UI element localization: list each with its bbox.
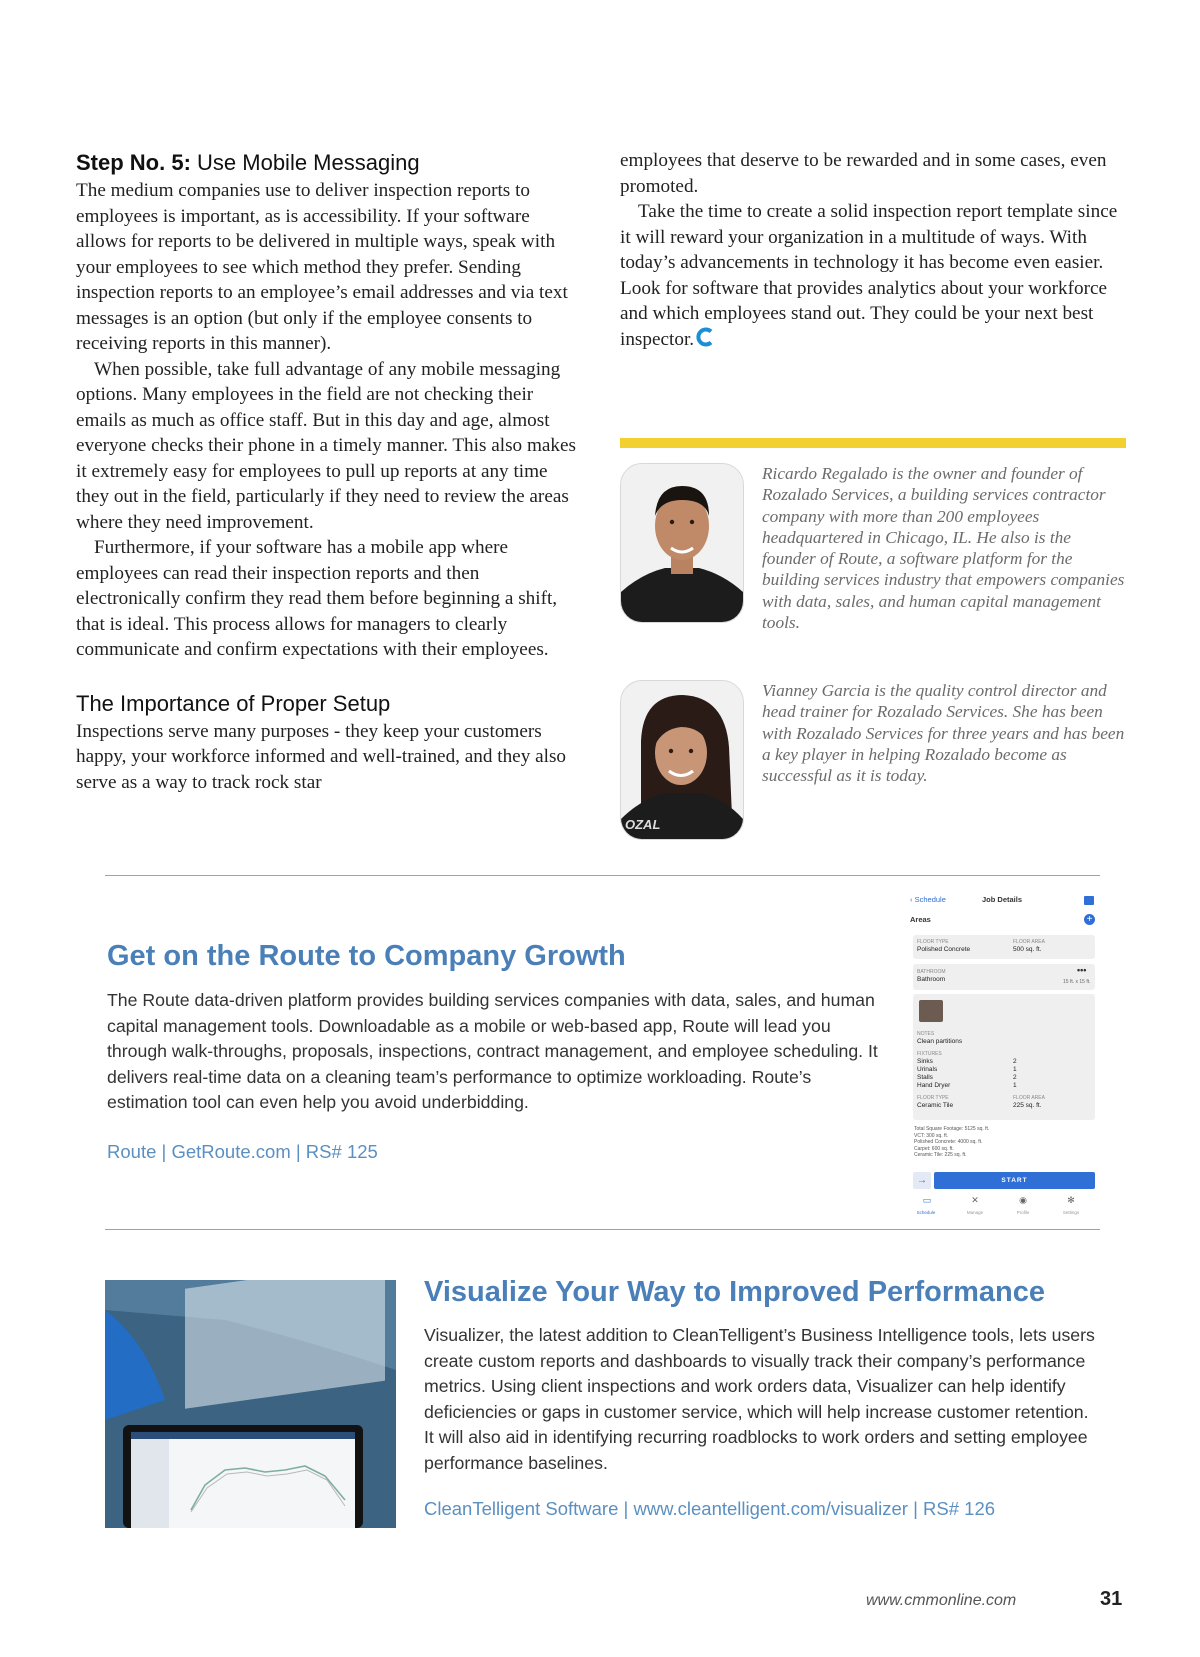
- section-divider: [105, 1229, 1100, 1230]
- edit-icon[interactable]: [1084, 896, 1094, 905]
- page-number: 31: [1100, 1588, 1123, 1610]
- back-button[interactable]: ‹ Schedule: [910, 895, 946, 904]
- paragraph: The medium companies use to deliver inspection reports to employees is important, as is accessibility. If your software allows for reports to be delivered in multiple ways, speak with your employees to see which method they prefer. Sending inspection reports to an employee’s email addresses and via text messages is an option (but only if the employee consents to receiving reports in this manner).: [76, 180, 568, 354]
- totals-list: Total Square Footage: 5125 sq. ft. VCT: 300 sq. ft. Polished Concrete: 4000 sq. ft. Carpet: 600 sq. ft. Ceramic Tile: 225 sq. ft.: [914, 1126, 990, 1158]
- nav-label[interactable]: Profile: [1016, 1210, 1030, 1215]
- more-icon[interactable]: •••: [1077, 965, 1087, 975]
- tools-icon[interactable]: ✕: [971, 1195, 979, 1205]
- shirt-logo-text: OZAL: [625, 817, 661, 832]
- route-app-screenshot: [908, 890, 1098, 1228]
- gear-icon[interactable]: ✻: [1067, 1195, 1075, 1205]
- end-mark-icon: [696, 327, 714, 347]
- route-promo-title: Get on the Route to Company Growth: [107, 940, 626, 972]
- visualizer-promo-title: Visualize Your Way to Improved Performance: [424, 1276, 1046, 1308]
- visualizer-promo-body: Visualizer, the latest addition to CleanTelligent’s Business Intelligence tools, lets users create custom reports and dashboards to visually track their company’s performance metrics. Using client inspections and work orders data, Visualizer can help identify deficiencies or gaps in customer service, which will help increase customer retention. It will also aid in identifying recurring roadblocks to work orders and setting employee performance baselines.: [424, 1325, 1095, 1473]
- divider-bar: [620, 438, 1126, 448]
- area-card[interactable]: FLOOR TYPE Polished Concrete FLOOR AREA 500 sq. ft.: [913, 935, 1095, 959]
- screen-title: Job Details: [982, 895, 1023, 904]
- nav-label[interactable]: Manage: [966, 1210, 984, 1215]
- paragraph: Inspections serve many purposes - they keep your customers happy, your workforce informed and well-trained, and they also serve as a way to track rock star: [76, 720, 567, 793]
- left-column: [76, 148, 584, 795]
- bio-text: Ricardo Regalado is the owner and founder of Rozalado Services, a building services contractor company with more than 200 employees headquartered in Chicago, IL. He also is the founder of Route, a software platform for the building services industry that empowers companies with data, sales, and human capital management tools.: [762, 464, 1125, 633]
- author-photo: [620, 680, 744, 840]
- visualizer-photo: [105, 1280, 396, 1528]
- navigate-arrow-icon[interactable]: →: [913, 1172, 931, 1189]
- visualizer-promo-link[interactable]: CleanTelligent Software | www.cleantelligent.com/visualizer | RS# 126: [424, 1498, 996, 1519]
- paragraph: Furthermore, if your software has a mobile app where employees can read their inspection reports and then electronically confirm they read them before beginning a shift, that is ideal. This process allows for managers to clearly communicate and confirm expectations with their employees.: [76, 537, 558, 660]
- bio-text: Vianney Garcia is the quality control director and head trainer for Rozalado Services. She has been with Rozalado Services for three years and has been a key player in helping Rozalado become as successful as it is today.: [762, 681, 1125, 786]
- start-button[interactable]: START: [934, 1172, 1095, 1189]
- paragraph: When possible, take full advantage of any mobile messaging options. Many employees in the field are not checking their emails as much as office staff. But in this day and age, almost everyone checks their phone in a timely manner. This also makes it extremely easy for employees to pull up reports at any time they out in the field, particularly if they need to review the areas where they need improvement.: [76, 358, 576, 533]
- area-photo-thumbnail[interactable]: [919, 1000, 943, 1022]
- profile-icon[interactable]: ◉: [1019, 1195, 1027, 1205]
- route-promo-link[interactable]: Route | GetRoute.com | RS# 125: [107, 1141, 378, 1162]
- right-column: [620, 148, 1125, 352]
- nav-label[interactable]: Schedule: [916, 1210, 936, 1215]
- author-photo: [620, 463, 744, 623]
- section-divider: [105, 875, 1100, 876]
- step5-heading: Step No. 5: Use Mobile Messaging: [76, 150, 420, 175]
- area-detail-card: NOTES Clean partitions FIXTURES Sinks Urinals Stalls Hand Dryer 2 1 2 1 FLOOR TYPE Ceramic Tile FLOOR AREA 225 sq. ft.: [913, 994, 1095, 1120]
- areas-label: Areas: [910, 915, 931, 924]
- paragraph: employees that deserve to be rewarded and in some cases, even promoted.: [620, 150, 1107, 197]
- footer-url: www.cmmonline.com: [866, 1592, 1017, 1609]
- nav-label[interactable]: Settings: [1062, 1210, 1080, 1215]
- calendar-icon[interactable]: ▭: [922, 1195, 932, 1205]
- area-card[interactable]: BATHROOM Bathroom ••• 15 ft. x 15 ft.: [913, 964, 1095, 990]
- add-area-icon[interactable]: +: [1084, 914, 1095, 925]
- paragraph: Take the time to create a solid inspection report template since it will reward your organization in a multitude of ways. With today’s advancements in technology it has become even easier. Look for software that provides analytics about your workforce and which employees stand out. They could be your next best inspector.: [620, 201, 1118, 350]
- route-promo-body: The Route data-driven platform provides building services companies with data, sales, and human capital management tools. Downloadable as a mobile or web-based app, Route will lead you through walk-throughs, proposals, inspections, contract management, and employee scheduling. It delivers real-time data on a cleaning team’s performance to optimize workloading. Route’s estimation tool can even help you avoid underbidding.: [107, 990, 878, 1112]
- setup-heading: The Importance of Proper Setup: [76, 690, 391, 716]
